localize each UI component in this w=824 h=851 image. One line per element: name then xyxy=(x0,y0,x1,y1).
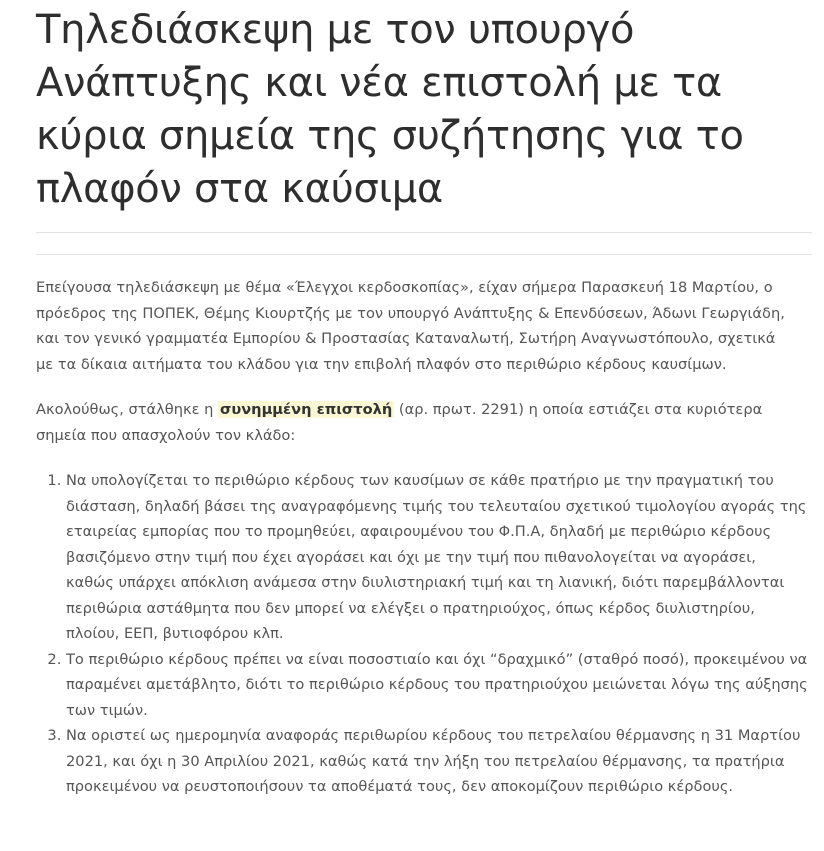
attached-letter-link[interactable]: συνημμένη επιστολή xyxy=(220,401,393,418)
list-item: 1. Να υπολογίζεται το περιθώριο κέρδους των καυσίμων σε κάθε πρατήριο με την πραγματική του διάσταση, δηλαδή βάσει της αναγραφόμενης τιμής του τελευταίου σχετικού τιμολογίου αγοράς της εταιρείας εμπορίας που το προμηθεύει, αφαιρουμένου του Φ.Π.Α, δηλαδή με περιθώριο κέρδους βασιζόμενο στην τιμή που έχει αγοράσει και όχι με την τιμή που πιθανολογείται να αγοράσει, καθώς υπάρχει απόκλιση ανάμεσα στην διυλιστηριακή τιμή και τη λιανική, διότι παρεμβάλλονται περιθώρια αστάθμητα που δεν μπορεί να ελέγξει ο πρατηριούχος, όπως κέρδος διυλιστηρίου, πλοίου, ΕΕΠ, βυτιοφόρου κλπ. xyxy=(66,468,808,647)
title-divider-bottom xyxy=(36,254,812,255)
article xyxy=(36,0,812,800)
demands-list xyxy=(36,468,808,800)
article-title: Τηλεδιάσκεψη με τον υπουργό Ανάπτυξης και νέα επιστολή με τα κύρια σημεία της συζήτησης για το πλαφόν στα καύσιμα xyxy=(36,7,744,212)
intro-paragraph: Επείγουσα τηλεδιάσκεψη με θέμα «Έλεγχοι κερδοσκοπίας», είχαν σήμερα Παρασκευή 18 Μαρτίου, ο πρόεδρος της ΠΟΠΕΚ, Θέμης Κιουρτζής με τον υπουργό Ανάπτυξης & Επενδύσεων, Άδωνι Γεωργιάδη, και τον γενικό γραμματέα Εμπορίου & Προστασίας Καταναλωτή, Σωτήρη Αναγνωστόπουλο, σχετικά με τα δίκαια αιτήματα του κλάδου για την επιβολή πλαφόν στο περιθώριο κέρδους καυσίμων. xyxy=(36,279,785,373)
article-body xyxy=(36,275,796,448)
title-divider-top xyxy=(36,232,812,233)
letter-paragraph-after: (αρ. πρωτ. 2291) η οποία εστιάζει στα κυριότερα σημεία που απασχολούν τον κλάδο: xyxy=(36,401,763,444)
list-item: 3. Να οριστεί ως ημερομηνία αναφοράς περιθωρίου κέρδους του πετρελαίου θέρμανσης η 31 Μαρτίου 2021, και όχι η 30 Απριλίου 2021, καθώς κατά την λήξη του πετρελαίου θέρμανσης, τα πρατήρια προκειμένου να ρευστοποιήσουν τα αποθέματά τους, δεν αποκομίζουν περιθώριο κέρδους. xyxy=(66,723,808,800)
letter-paragraph-before: Ακολούθως, στάλθηκε η xyxy=(36,401,219,418)
letter-paragraph xyxy=(36,397,796,448)
list-item: 2. Το περιθώριο κέρδους πρέπει να είναι ποσοστιαίο και όχι “δραχμικό” (σταθρό ποσό), προκειμένου να παραμένει αμετάβλητο, διότι το περιθώριο κέρδους του πρατηριούχου μειώνεται λόγω της αύξησης των τιμών. xyxy=(66,647,808,724)
